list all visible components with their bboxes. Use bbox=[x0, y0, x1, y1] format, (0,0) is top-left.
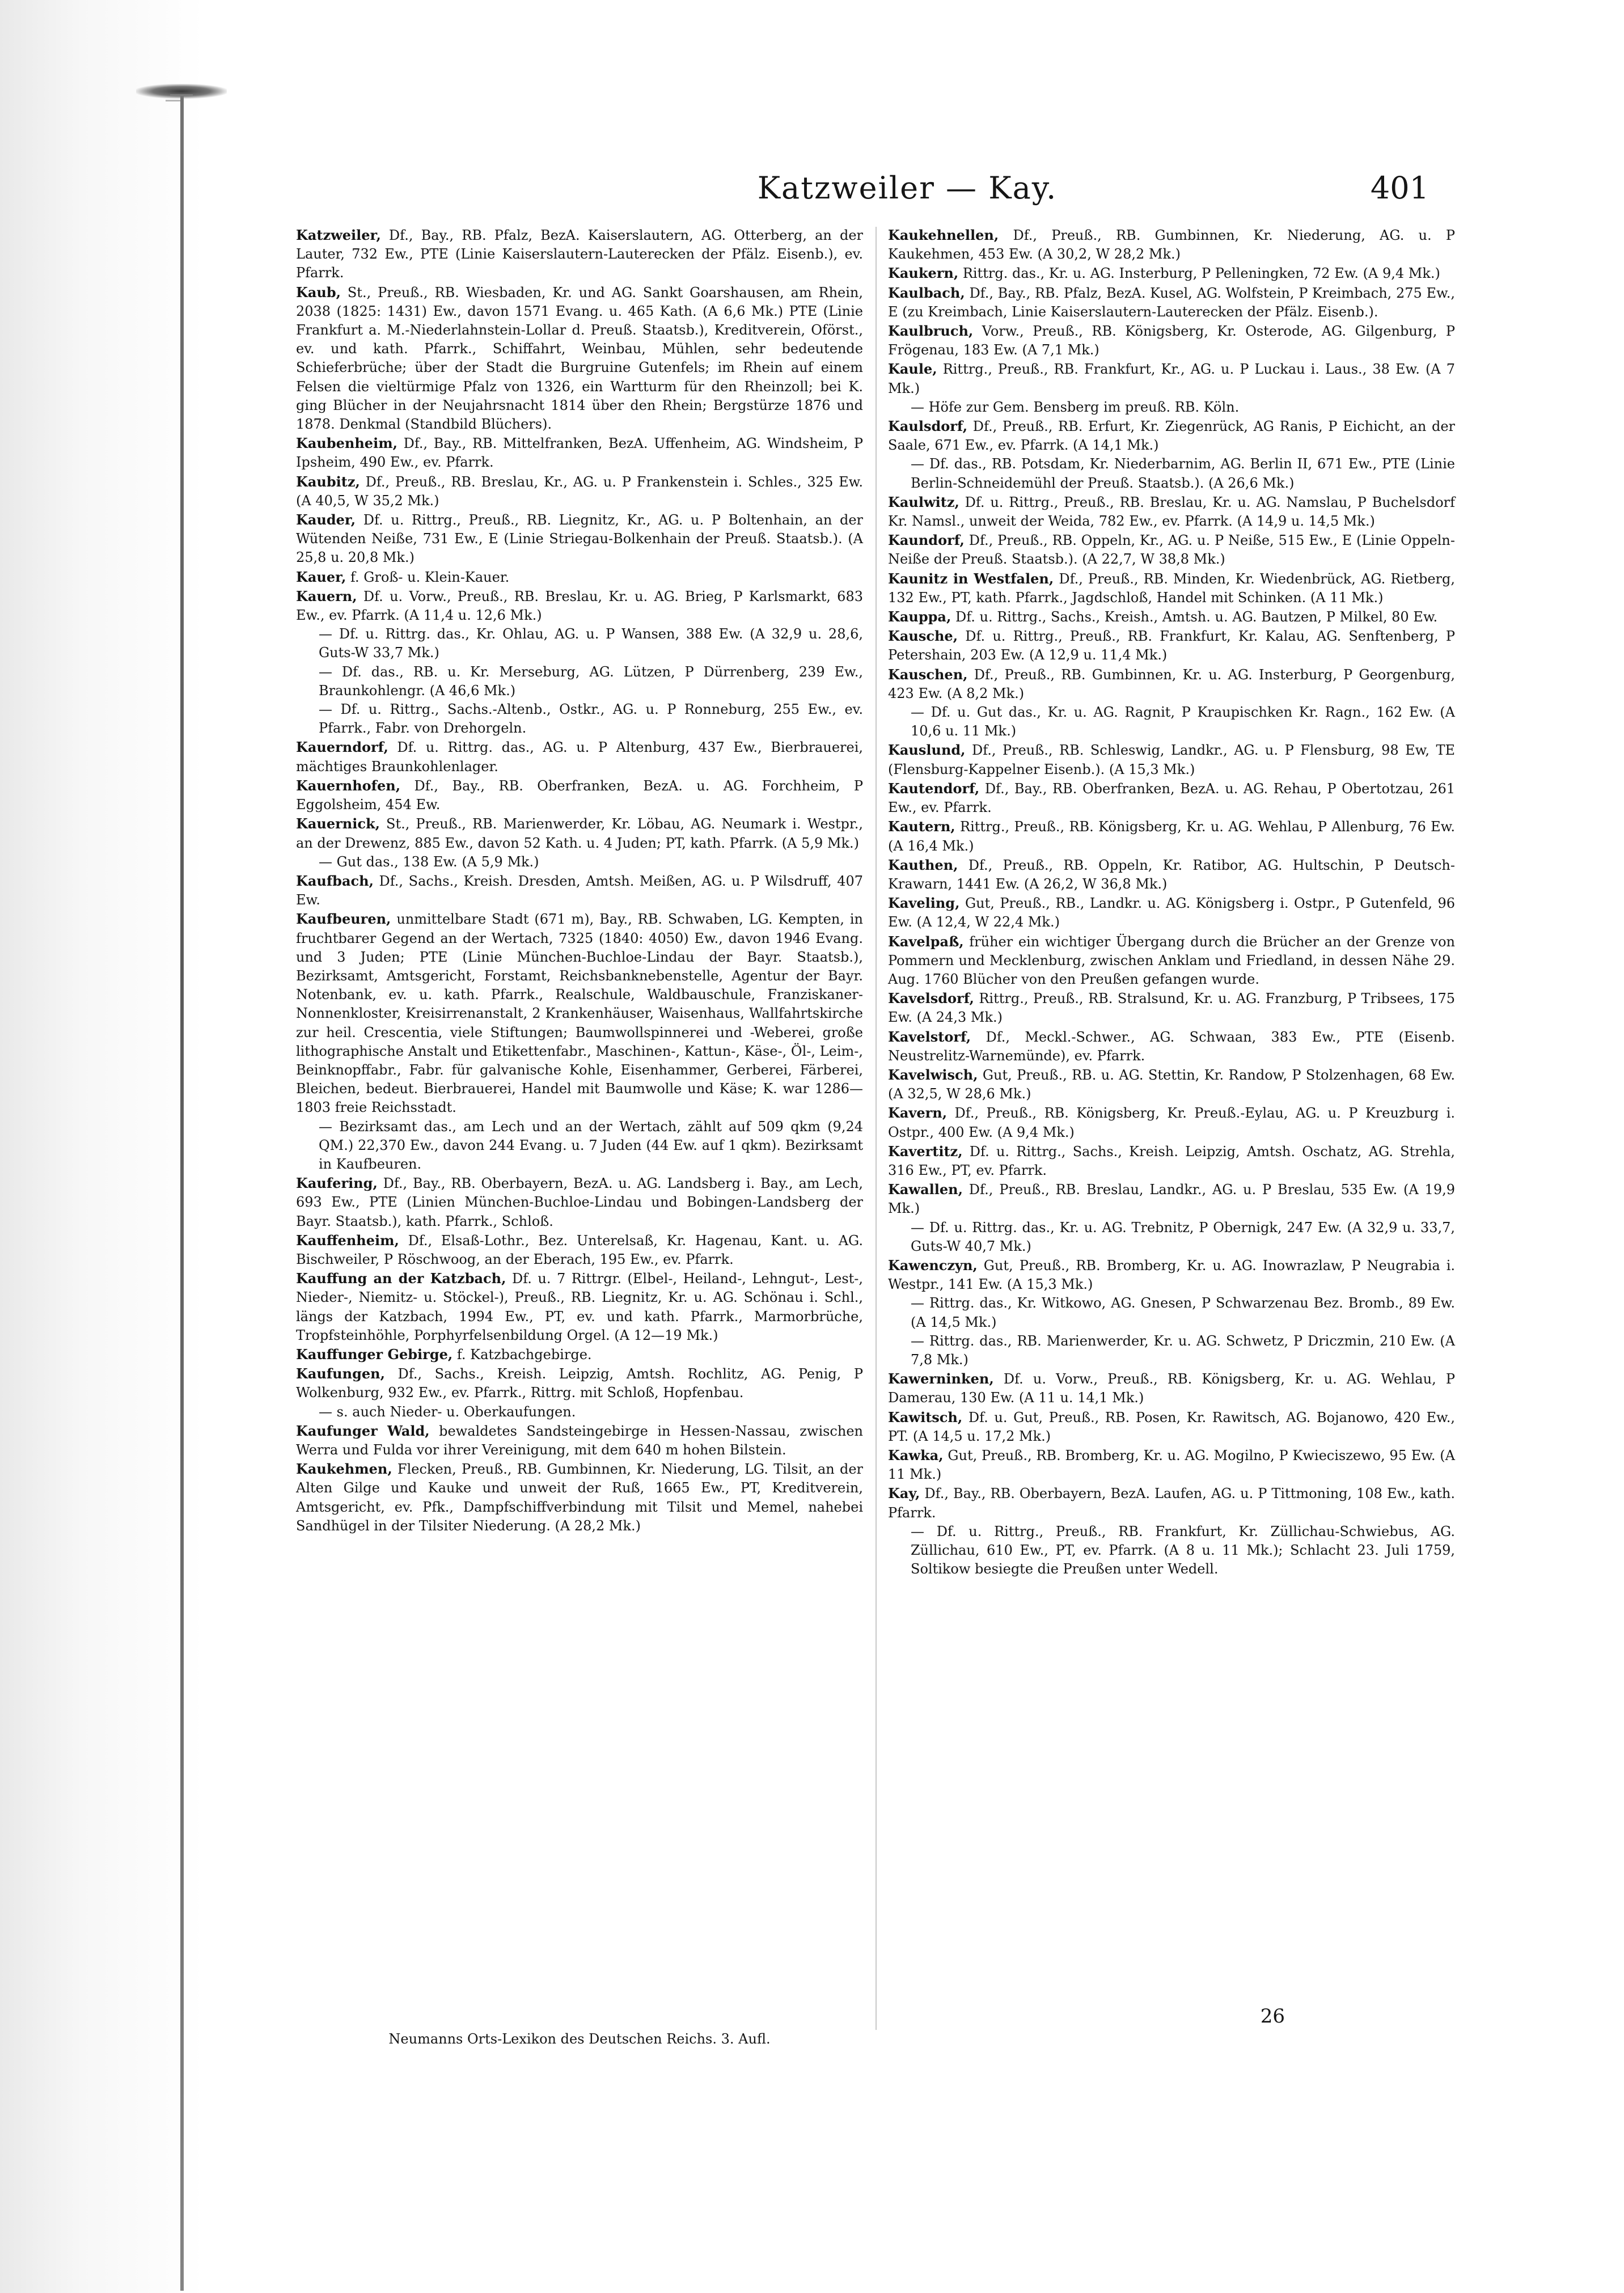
entry-text: — Df. u. Rittrg., Preuß., RB. Frankfurt, Kr. Züllichau-Schwiebus, AG. Züllichau, 610 Ew., PT, ev. Pfarrk. (A 8 u. 11 Mk.); Schlacht 23. Juli 1759, Soltikow besiegte die Preußen unter Wedell. bbox=[911, 1523, 1455, 1577]
page-binding-edge bbox=[0, 0, 204, 2293]
entry-text: Df., Bay., RB. Oberfranken, BezA. u. AG. Rehau, P Obertotzau, 261 Ew., ev. Pfarrk. bbox=[888, 780, 1455, 816]
dictionary-entry bbox=[296, 1364, 863, 1402]
entry-headword: Kauffenheim, bbox=[296, 1232, 399, 1249]
entry-headword: Kaukern, bbox=[888, 265, 959, 282]
entry-headword: Kaundorf, bbox=[888, 532, 965, 549]
dictionary-entry bbox=[296, 625, 863, 662]
entry-text: Df., Bay., RB. Pfalz, BezA. Kusel, AG. Wolfstein, P Kreimbach, 275 Ew., E (zu Kreimbach, Linie Kaiserslautern-Lauterecken der Pfälz. Eisenb.). bbox=[888, 285, 1455, 320]
entry-text: Df., Preuß., RB. Breslau, Landkr., AG. u. P Breslau, 535 Ew. (A 19,9 Mk.) bbox=[888, 1182, 1455, 1217]
entry-text: Df., Preuß., RB. Erfurt, Kr. Ziegenrück, AG Ranis, P Eichicht, an der Saale, 671 Ew., ev. Pfarrk. (A 14,1 Mk.) bbox=[888, 418, 1455, 454]
column-divider bbox=[876, 227, 877, 2030]
entry-text: — Rittrg. das., RB. Marienwerder, Kr. u. AG. Schwetz, P Driczmin, 210 Ew. (A 7,8 Mk.) bbox=[911, 1332, 1455, 1368]
entry-headword: Kaule, bbox=[888, 361, 937, 378]
entry-headword: Kavelwisch, bbox=[888, 1066, 978, 1083]
dictionary-entry bbox=[888, 1103, 1455, 1141]
dictionary-entry bbox=[296, 283, 863, 434]
footer-note: Neumanns Orts-Lexikon des Deutschen Reichs. 3. Aufl. bbox=[388, 2031, 771, 2047]
entry-headword: Kaulbach, bbox=[888, 284, 965, 301]
dictionary-entry bbox=[296, 510, 863, 568]
entry-headword: Kavern, bbox=[888, 1105, 948, 1122]
dictionary-entry bbox=[888, 1446, 1455, 1484]
entry-text: Df., Preuß., RB. Gumbinnen, Kr. u. AG. Insterburg, P Georgenburg, 423 Ew. (A 8,2 Mk.) bbox=[888, 666, 1455, 701]
dictionary-entry bbox=[888, 703, 1455, 741]
entry-text: Df., Preuß., RB. Oppeln, Kr., AG. u. P Neiße, 515 Ew., E (Linie Oppeln-Neiße der Preuß. Staatsb.). (A 22,7, W 38,8 Mk.) bbox=[888, 532, 1455, 568]
dictionary-entry bbox=[296, 226, 863, 283]
entry-text: Df. u. Vorw., Preuß., RB. Breslau, Kr. u. AG. Brieg, P Karlsmarkt, 683 Ew., ev. Pfarrk. (A 11,4 u. 12,6 Mk.) bbox=[296, 588, 863, 624]
entry-headword: Kauppa, bbox=[888, 608, 951, 625]
dictionary-entry bbox=[296, 700, 863, 738]
entry-text: — Df. u. Gut das., Kr. u. AG. Ragnit, P Kraupischken Kr. Ragn., 162 Ew. (A 10,6 u. 11 Mk.) bbox=[911, 704, 1455, 739]
dictionary-entry bbox=[296, 738, 863, 776]
entry-headword: Kaubenheim, bbox=[296, 435, 397, 452]
entry-text: Df. u. Rittrg., Preuß., RB. Breslau, Kr. u. AG. Namslau, P Buchelsdorf Kr. Namsl., unweit der Weida, 782 Ew., ev. Pfarrk. (A 14,9 u. 14,5 Mk.) bbox=[888, 494, 1455, 530]
dictionary-entry bbox=[296, 776, 863, 814]
dictionary-entry bbox=[888, 359, 1455, 397]
dictionary-entry bbox=[296, 871, 863, 909]
dictionary-entry bbox=[888, 989, 1455, 1027]
entry-text: Df., Meckl.-Schwer., AG. Schwaan, 383 Ew., PTE (Eisenb. Neustrelitz-Warnemünde), ev. Pfarrk. bbox=[888, 1029, 1455, 1064]
entry-text: — s. auch Nieder- u. Oberkaufungen. bbox=[319, 1403, 576, 1420]
entry-text: Vorw., Preuß., RB. Königsberg, Kr. Osterode, AG. Gilgenburg, P Frögenau, 183 Ew. (A 7,1 Mk.) bbox=[888, 323, 1455, 358]
entry-text: — Df. u. Rittrg. das., Kr. Ohlau, AG. u. P Wansen, 388 Ew. (A 32,9 u. 28,6, Guts-W 33,7 Mk.) bbox=[319, 626, 863, 661]
dictionary-entry bbox=[888, 398, 1455, 417]
binding-streak bbox=[170, 94, 193, 96]
entry-text: Df., Preuß., RB. Oppeln, Kr. Ratibor, AG. Hultschin, P Deutsch-Krawarn, 1441 Ew. (A 26,2, W 36,8 Mk.) bbox=[888, 857, 1455, 892]
entry-headword: Kautendorf, bbox=[888, 780, 980, 797]
entry-text: Df. u. Rittrg., Preuß., RB. Liegnitz, Kr., AG. u. P Boltenhain, an der Wütenden Neiße, 731 Ew., E (Linie Striegau-Bolkenhain der Preuß. Staatsb.). (A 25,8 u. 20,8 Mk.) bbox=[296, 512, 863, 566]
entry-text: Rittrg., Preuß., RB. Königsberg, Kr. u. AG. Wehlau, P Allenburg, 76 Ew. (A 16,4 Mk.) bbox=[888, 819, 1455, 854]
dictionary-entry bbox=[888, 1065, 1455, 1103]
entry-headword: Kaulbruch, bbox=[888, 323, 974, 340]
dictionary-entry bbox=[888, 779, 1455, 817]
entry-text: — Rittrg. das., Kr. Witkowo, AG. Gnesen, P Schwarzenau Bez. Bromb., 89 Ew. (A 14,5 Mk.) bbox=[911, 1295, 1455, 1330]
entry-text: Df., Bay., RB. Oberbayern, BezA. Laufen, AG. u. P Tittmoning, 108 Ew., kath. Pfarrk. bbox=[888, 1486, 1455, 1521]
dictionary-entry bbox=[888, 264, 1455, 283]
dictionary-entry bbox=[888, 493, 1455, 531]
entry-text: Df., Preuß., RB. Gumbinnen, Kr. Niederung, AG. u. P Kaukehmen, 453 Ew. (A 30,2, W 28,2 Mk.) bbox=[888, 227, 1455, 263]
entry-text: Flecken, Preuß., RB. Gumbinnen, Kr. Niederung, LG. Tilsit, an der Alten Gilge und Kauke und unweit der Ruß, 1665 Ew., PT, Kreditverein, Amtsgericht, ev. Pfk., Dampfschiffverbindung mit Tilsit und Memel, nahebei Sandhügel in der Tilsiter Niederung. (A 28,2 Mk.) bbox=[296, 1461, 863, 1534]
dictionary-entry bbox=[296, 1345, 863, 1364]
entry-text: Df. u. Rittrg. das., AG. u. P Altenburg, 437 Ew., Bierbrauerei, mächtiges Braunkohlenlager. bbox=[296, 739, 863, 775]
dictionary-entry bbox=[888, 321, 1455, 359]
dictionary-entry bbox=[296, 434, 863, 472]
entry-text: Rittrg., Preuß., RB. Stralsund, Kr. u. AG. Franzburg, P Tribsees, 175 Ew. (A 24,3 Mk.) bbox=[888, 991, 1455, 1026]
entry-text: — Gut das., 138 Ew. (A 5,9 Mk.) bbox=[319, 853, 539, 870]
entry-text: Df., Bay., RB. Oberfranken, BezA. u. AG. Forchheim, P Eggolsheim, 454 Ew. bbox=[296, 777, 863, 813]
entry-headword: Kawka, bbox=[888, 1447, 944, 1463]
entry-headword: Kavelpaß, bbox=[888, 933, 964, 950]
dictionary-entry bbox=[888, 894, 1455, 932]
entry-headword: Kautern, bbox=[888, 818, 955, 835]
entry-headword: Kauffunger Gebirge, bbox=[296, 1346, 453, 1363]
entry-headword: Katzweiler, bbox=[296, 227, 381, 243]
entry-text: Df. u. Rittrg., Preuß., RB. Frankfurt, Kr. Kalau, AG. Senftenberg, P Petershain, 203 Ew. (A 12,9 u. 11,4 Mk.) bbox=[888, 628, 1455, 663]
dictionary-entry bbox=[296, 472, 863, 510]
entry-headword: Kavelsdorf, bbox=[888, 990, 974, 1007]
dictionary-entry bbox=[888, 531, 1455, 569]
dictionary-entry bbox=[296, 853, 863, 871]
entry-text: Df., Elsaß-Lothr., Bez. Unterelsaß, Kr. Hagenau, Kant. u. AG. Bischweiler, P Röschwoog, an der Eberach, 195 Ew., ev. Pfarrk. bbox=[296, 1232, 863, 1267]
page-number: 401 bbox=[1370, 170, 1429, 206]
entry-text: Df., Bay., RB. Pfalz, BezA. Kaiserslautern, AG. Otterberg, an der Lauter, 732 Ew., PTE (Linie Kaiserslautern-Lauterecken der Pfälz. Eisenb.), ev. Pfarrk. bbox=[296, 227, 863, 281]
entry-text: Df., Preuß., RB. Minden, Kr. Wiedenbrück, AG. Rietberg, 132 Ew., PT, kath. Pfarrk., Jagdschloß, Handel mit Schinken. (A 11 Mk.) bbox=[888, 570, 1455, 606]
entry-headword: Kauschen, bbox=[888, 666, 968, 683]
dictionary-entry bbox=[888, 226, 1455, 264]
dictionary-entry bbox=[296, 587, 863, 625]
entry-text: — Df. u. Rittrg. das., Kr. u. AG. Trebnitz, P Obernigk, 247 Ew. (A 32,9 u. 33,7, Guts-W 40,7 Mk.) bbox=[911, 1219, 1455, 1254]
running-head: Katzweiler — Kay. bbox=[757, 170, 1058, 206]
entry-headword: Kausche, bbox=[888, 628, 958, 645]
right-column bbox=[888, 226, 1455, 1579]
entry-text: Df. u. Rittrg., Sachs., Kreish. Leipzig, Amtsh. Oschatz, AG. Strehla, 316 Ew., PT, ev. Pfarrk. bbox=[888, 1143, 1455, 1178]
dictionary-entry bbox=[888, 1484, 1455, 1522]
entry-headword: Kaub, bbox=[296, 284, 341, 301]
dictionary-entry bbox=[888, 1522, 1455, 1579]
dictionary-entry bbox=[888, 569, 1455, 607]
dictionary-entry bbox=[888, 627, 1455, 665]
entry-text: Df. u. Gut, Preuß., RB. Posen, Kr. Rawitsch, AG. Bojanowo, 420 Ew., PT. (A 14,5 u. 17,2 Mk.) bbox=[888, 1409, 1455, 1444]
entry-text: Df. u. Rittrg., Sachs., Kreish., Amtsh. u. AG. Bautzen, P Milkel, 80 Ew. bbox=[951, 609, 1438, 625]
entry-text: Df. u. 7 Rittrgr. (Elbel-, Heiland-, Lehngut-, Lest-, Nieder-, Niemitz- u. Stöckel-), Preuß., RB. Liegnitz, Kr. u. AG. Schönau i. Schl., längs der Katzbach, 1994 Ew., PT, ev. und kath. Pfarrk., Marmorbrüche, Tropfsteinhöhle, Porphyrfelsenbildung Orgel. (A 12—19 Mk.) bbox=[296, 1271, 864, 1343]
entry-headword: Kauern, bbox=[296, 587, 357, 604]
dictionary-entry bbox=[888, 1256, 1455, 1294]
dictionary-entry bbox=[296, 1403, 863, 1422]
entry-headword: Kawerninken, bbox=[888, 1370, 994, 1387]
entry-headword: Kauder, bbox=[296, 511, 356, 528]
entry-text: früher ein wichtiger Übergang durch die Brücher an der Grenze von Pommern und Mecklenburg, zwischen Anklam und Friedland, in dessen Nähe 29. Aug. 1760 Blücher von den Preußen gefangen wurde. bbox=[888, 933, 1455, 987]
entry-headword: Kaufbach, bbox=[296, 872, 374, 889]
dictionary-entry bbox=[296, 663, 863, 700]
entry-text: Df., Sachs., Kreish. Dresden, Amtsh. Meißen, AG. u. P Wilsdruff, 407 Ew. bbox=[296, 873, 863, 908]
dictionary-entry bbox=[296, 814, 863, 852]
entry-headword: Kavertitz, bbox=[888, 1143, 963, 1160]
entry-headword: Kawitsch, bbox=[888, 1408, 963, 1425]
entry-headword: Kauer, bbox=[296, 568, 346, 585]
entry-headword: Kauthen, bbox=[888, 856, 958, 873]
entry-headword: Kaufungen, bbox=[296, 1365, 385, 1382]
entry-text: Df., Bay., RB. Mittelfranken, BezA. Uffenheim, AG. Windsheim, P Ipsheim, 490 Ew., ev. Pfarrk. bbox=[296, 435, 863, 471]
entry-text: — Df. das., RB. u. Kr. Merseburg, AG. Lützen, P Dürrenberg, 239 Ew., Braunkohlengr. (A 46,6 Mk.) bbox=[319, 663, 863, 699]
dictionary-entry bbox=[888, 817, 1455, 855]
dictionary-entry bbox=[888, 1219, 1455, 1256]
entry-text: — Df. u. Rittrg., Sachs.-Altenb., Ostkr., AG. u. P Ronneburg, 255 Ew., ev. Pfarrk., Fabr. von Drehorgeln. bbox=[319, 701, 863, 737]
entry-headword: Kaufunger Wald, bbox=[296, 1422, 430, 1439]
dictionary-entry bbox=[888, 665, 1455, 703]
dictionary-entry bbox=[888, 741, 1455, 779]
entry-headword: Kauernhofen, bbox=[296, 777, 401, 794]
dictionary-entry bbox=[888, 1180, 1455, 1218]
entry-headword: Kaulwitz, bbox=[888, 493, 959, 510]
entry-headword: Kauslund, bbox=[888, 742, 966, 759]
entry-text: Df., Preuß., RB. Breslau, Kr., AG. u. P Frankenstein i. Schles., 325 Ew. (A 40,5, W 35,2 Mk.) bbox=[296, 473, 863, 509]
entry-headword: Kaveling, bbox=[888, 895, 960, 912]
entry-text: bewaldetes Sandsteingebirge in Hessen-Nassau, zwischen Werra und Fulda vor ihrer Vereinigung, mit dem 640 m hohen Bilstein. bbox=[296, 1423, 863, 1458]
dictionary-entry bbox=[296, 1231, 863, 1269]
entry-text: Df., Bay., RB. Oberbayern, BezA. u. AG. Landsberg i. Bay., am Lech, 693 Ew., PTE (Linien München-Buchloe-Lindau und Bobingen-Landsberg der Bayr. Staatsb.), kath. Pfarrk., Schloß. bbox=[296, 1175, 863, 1229]
entry-headword: Kauffung an der Katzbach, bbox=[296, 1270, 506, 1287]
entry-headword: Kaulsdorf, bbox=[888, 418, 968, 435]
dictionary-entry bbox=[888, 1408, 1455, 1446]
dictionary-entry bbox=[888, 1369, 1455, 1407]
binding-shadow-line bbox=[180, 91, 184, 2291]
dictionary-entry bbox=[888, 1332, 1455, 1369]
entry-text: Gut, Preuß., RB., Landkr. u. AG. Königsberg i. Ostpr., P Gutenfeld, 96 Ew. (A 12,4, W 22,4 Mk.) bbox=[888, 895, 1455, 930]
dictionary-entry bbox=[296, 568, 863, 587]
entry-text: Df., Preuß., RB. Schleswig, Landkr., AG. u. P Flensburg, 98 Ew, TE (Flensburg-Kappelner Eisenb.). (A 15,3 Mk.) bbox=[888, 742, 1455, 777]
left-column bbox=[296, 226, 863, 1535]
entry-headword: Kaukehmen, bbox=[296, 1461, 392, 1478]
entry-text: Df., Preuß., RB. Königsberg, Kr. Preuß.-Eylau, AG. u. P Kreuzburg i. Ostpr., 400 Ew. (A 9,4 Mk.) bbox=[888, 1105, 1455, 1140]
entry-text: Df. u. Vorw., Preuß., RB. Königsberg, Kr. u. AG. Wehlau, P Damerau, 130 Ew. (A 11 u. 14,1 Mk.) bbox=[888, 1371, 1455, 1406]
dictionary-entry bbox=[296, 1118, 863, 1174]
dictionary-entry bbox=[888, 856, 1455, 894]
entry-text: Gut, Preuß., RB. Bromberg, Kr. u. AG. Mogilno, P Kwieciszewo, 95 Ew. (A 11 Mk.) bbox=[888, 1448, 1455, 1483]
signature-mark: 26 bbox=[1260, 2005, 1285, 2028]
dictionary-entry bbox=[888, 417, 1455, 455]
dictionary-entry bbox=[888, 932, 1455, 989]
entry-text: Df., Sachs., Kreish. Leipzig, Amtsh. Rochlitz, AG. Penig, P Wolkenburg, 932 Ew., ev. Pfarrk., Rittrg. mit Schloß, Hopfenbau. bbox=[296, 1366, 863, 1401]
entry-headword: Kaufbeuren, bbox=[296, 911, 391, 928]
dictionary-entry bbox=[296, 1269, 863, 1345]
entry-headword: Kauerndorf, bbox=[296, 739, 388, 756]
entry-text: — Höfe zur Gem. Bensberg im preuß. RB. Köln. bbox=[911, 399, 1240, 415]
entry-text: f. Groß- u. Klein-Kauer. bbox=[346, 569, 510, 585]
entry-headword: Kawallen, bbox=[888, 1181, 963, 1198]
dictionary-entry bbox=[296, 1174, 863, 1231]
dictionary-entry bbox=[296, 909, 863, 1117]
entry-text: — Df. das., RB. Potsdam, Kr. Niederbarnim, AG. Berlin II, 671 Ew., PTE (Linie Berlin-Schneidemühl der Preuß. Staatsb.). (A 26,6 Mk.) bbox=[911, 456, 1455, 491]
entry-text: St., Preuß., RB. Marienwerder, Kr. Löbau, AG. Neumark i. Westpr., an der Drewenz, 885 Ew., davon 52 Kath. u. 4 Juden; PT, kath. Pfarrk. (A 5,9 Mk.) bbox=[296, 816, 863, 851]
binding-streak bbox=[166, 100, 180, 101]
dictionary-entry bbox=[888, 455, 1455, 492]
entry-text: f. Katzbachgebirge. bbox=[452, 1346, 592, 1363]
entry-text: St., Preuß., RB. Wiesbaden, Kr. und AG. Sankt Goarshausen, am Rhein, 2038 (1825: 1431) Ew., davon 1571 Evang. u. 465 Kath. (A 6,6 Mk.) PTE (Linie Frankfurt a. M.-Niederlahnstein-Lollar d. Preuß. Staatsb.), Kreditverein, Oförst., ev. und kath. Pfarrk., Schiffahrt, Weinbau, Mühlen, sehr bedeutende Schieferbrüche; über der Stadt die Burgruine Gutenfels; im Rhein auf einem Felsen die vieltürmige Pfalz von 1326, ein Wartturm für den Rheinzoll; bei K. ging Blücher in der Neujahrsnacht 1814 über den Rhein; Bergstürze 1876 und 1878. Denkmal (Standbild Blüchers). bbox=[296, 284, 863, 433]
entry-text: unmittelbare Stadt (671 m), Bay., RB. Schwaben, LG. Kempten, in fruchtbarer Gegend an der Wertach, 7325 (1840: 4050) Ew., davon 1946 Evang. und 3 Juden; PTE (Linie München-Buchloe-Lindau der Bayr. Staatsb.), Bezirksamt, Amtsgericht, Forstamt, Reichsbanknebenstelle, Agentur der Bayr. Notenbank, ev. u. kath. Pfarrk., Realschule, Waldbauschule, Franziskaner-Nonnenkloster, Kreisirrenanstalt, 2 Krankenhäuser, Waisenhaus, Wallfahrtskirche zur heil. Crescentia, viele Stiftungen; Baumwollspinnerei und -Weberei, große lithographische Anstalt und Etikettenfabr., Maschinen-, Kattun-, Käse-, Öl-, Leim-, Beinknopffabr., Fabr. für galvanische Kohle, Eisenhammer, Gerberei, Färberei, Bleichen, bedeut. Bierbrauerei, Handel mit Baumwolle und Käse; K. war 1286—1803 freie Reichsstadt. bbox=[296, 911, 863, 1116]
entry-text: Gut, Preuß., RB. u. AG. Stettin, Kr. Randow, P Stolzenhagen, 68 Ew. (A 32,5, W 28,6 Mk.) bbox=[888, 1067, 1455, 1102]
dictionary-entry bbox=[296, 1422, 863, 1459]
entry-text: — Bezirksamt das., am Lech und an der Wertach, zählt auf 509 qkm (9,24 QM.) 22,370 Ew., davon 244 Evang. u. 7 Juden (44 Ew. auf 1 qkm). Bezirksamt in Kaufbeuren. bbox=[319, 1118, 863, 1172]
dictionary-entry bbox=[888, 284, 1455, 321]
entry-headword: Kaubitz, bbox=[296, 473, 360, 490]
entry-text: Rittrg. das., Kr. u. AG. Insterburg, P Pelleningken, 72 Ew. (A 9,4 Mk.) bbox=[958, 265, 1440, 282]
entry-headword: Kauernick, bbox=[296, 815, 380, 832]
binding-mark bbox=[136, 84, 227, 99]
entry-headword: Kay, bbox=[888, 1485, 920, 1502]
dictionary-entry bbox=[888, 1142, 1455, 1180]
dictionary-entry bbox=[888, 1027, 1455, 1065]
entry-headword: Kaufering, bbox=[296, 1175, 378, 1192]
entry-text: Gut, Preuß., RB. Bromberg, Kr. u. AG. Inowrazlaw, P Neugrabia i. Westpr., 141 Ew. (A 15,3 Mk.) bbox=[888, 1257, 1455, 1293]
entry-headword: Kawenczyn, bbox=[888, 1257, 978, 1274]
entry-headword: Kaunitz in Westfalen, bbox=[888, 570, 1054, 587]
entry-headword: Kavelstorf, bbox=[888, 1028, 971, 1045]
entry-text: Rittrg., Preuß., RB. Frankfurt, Kr., AG. u. P Luckau i. Laus., 38 Ew. (A 7 Mk.) bbox=[888, 361, 1455, 396]
dictionary-entry bbox=[296, 1459, 863, 1535]
dictionary-entry bbox=[888, 607, 1455, 627]
dictionary-entry bbox=[888, 1294, 1455, 1331]
entry-headword: Kaukehnellen, bbox=[888, 227, 999, 243]
